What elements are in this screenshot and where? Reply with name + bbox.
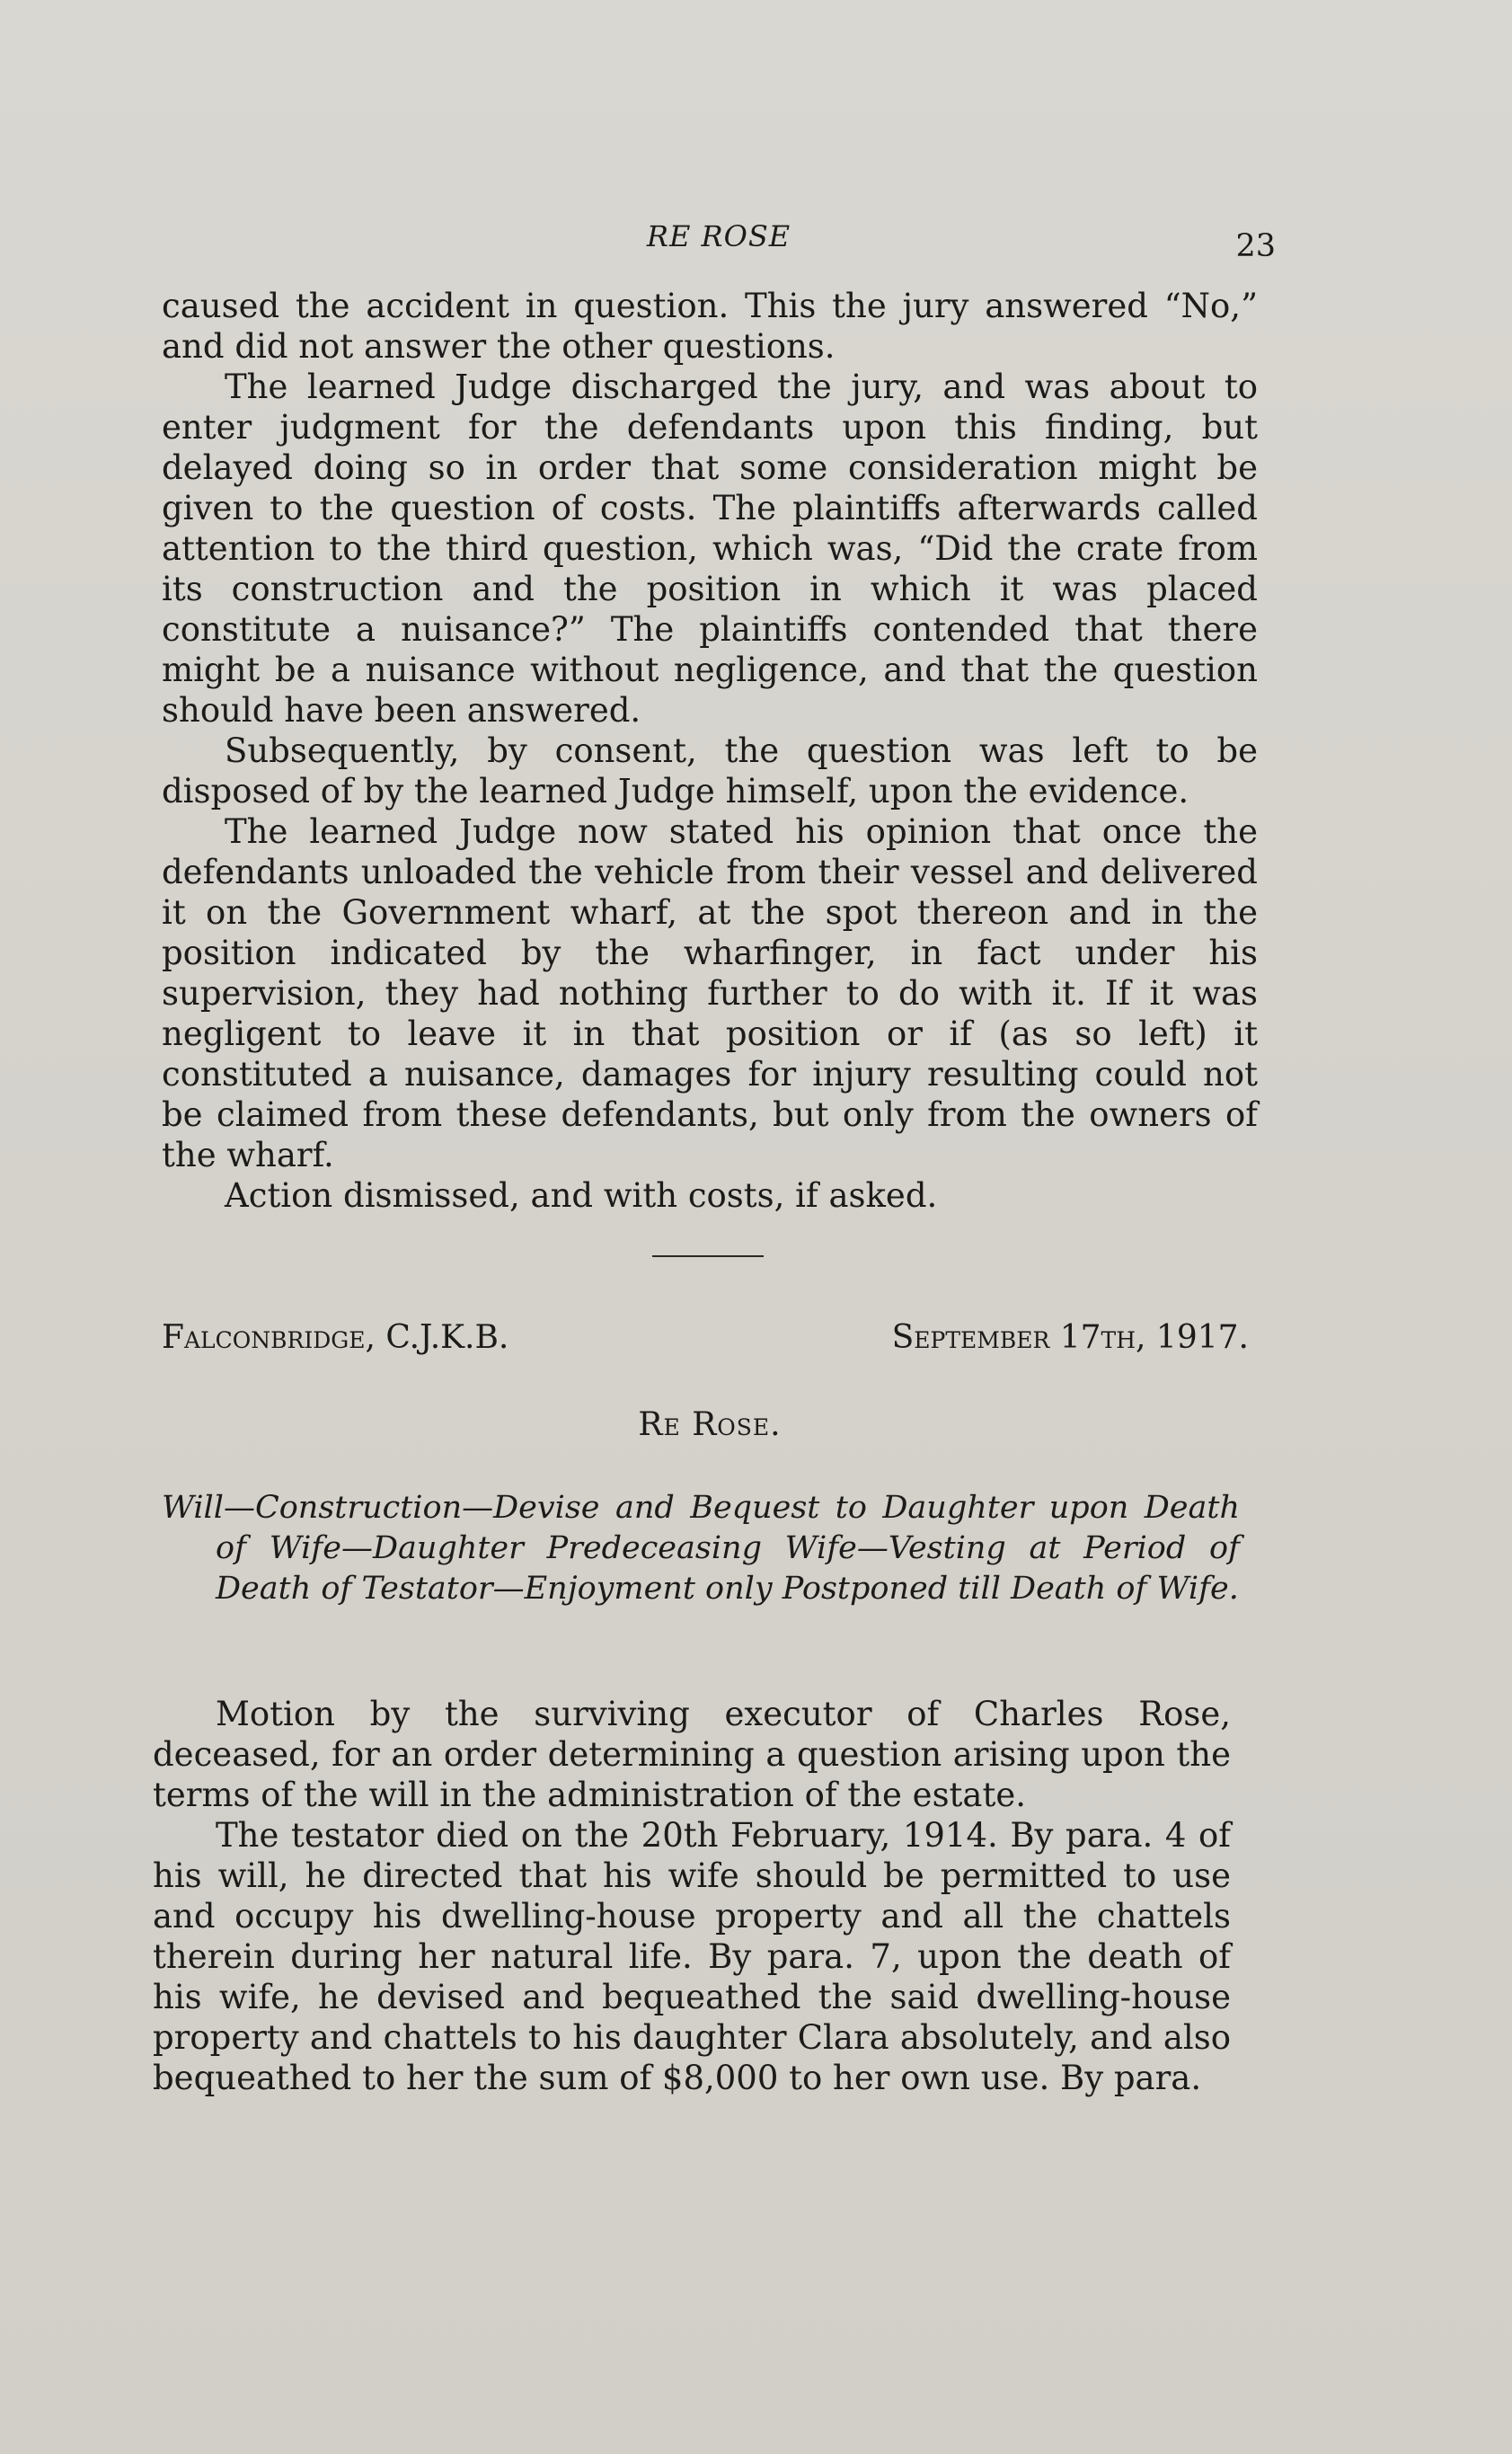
judgment-date: September 17th, 1917. [891, 1319, 1249, 1356]
previous-case-text [162, 286, 1258, 1216]
section-divider [652, 1255, 764, 1257]
case-title: Re Rose. [638, 1406, 782, 1443]
running-head [162, 219, 1276, 264]
paragraph: caused the accident in question. This the jury answered “No,” and did not answer the other questions. [162, 287, 1258, 366]
paragraph: The learned Judge now stated his opinion that once the defendants unloaded the vehicle from their vessel and delivered it on the Government wharf, at the spot thereon and in the position indicated by the wharfinger, in fact under his supervision, they had nothing further to do with it. If it was negligent to leave it in that position or if (as so left) it constituted a nuisance, damages for injury resulting could not be claimed from these defendants, but only from the owners of the wharf. [162, 812, 1258, 1174]
case-text [153, 1694, 1231, 2098]
page-number: 23 [1235, 228, 1276, 264]
judge-name: Falconbridge, C.J.K.B. [162, 1319, 509, 1356]
paragraph: Motion by the surviving executor of Charles Rose, deceased, for an order determining a question arising upon the terms of the will in the administration of the estate. [153, 1695, 1231, 1814]
paragraph: Action dismissed, and with costs, if asked. [225, 1176, 938, 1215]
paragraph: Subsequently, by consent, the question was left to be disposed of by the learned Judge himself, upon the evidence. [162, 731, 1258, 811]
case-header-line [162, 1319, 1249, 1364]
running-title: RE ROSE [646, 219, 791, 253]
paragraph: The learned Judge discharged the jury, and was about to enter judgment for the defendants upon this finding, but delayed doing so in order that some consideration might be given to the question of costs. The plaintiffs afterwards called attention to the third question, which was, “Did the crate from its construction and the position in which it was placed constitute a nuisance?” The plaintiffs contended that there might be a nuisance without negligence, and that the question should have been answered. [162, 368, 1258, 730]
headnote: Will—Construction—Devise and Bequest to Daughter upon Death of Wife—Daughter Predeceasing Wife—Vesting at Period of Death of Testator—Enjoyment only Postponed till Death of Wife. [162, 1490, 1240, 1607]
paragraph: The testator died on the 20th February, 1914. By para. 4 of his will, he directed that his wife should be permitted to use and occupy his dwelling-house property and all the chattels therein during her natural life. By para. 7, upon the death of his wife, he devised and bequeathed the said dwelling-house property and chattels to his daughter Clara absolutely, and also bequeathed to her the sum of $8,000 to her own use. By para. [153, 1816, 1231, 2097]
